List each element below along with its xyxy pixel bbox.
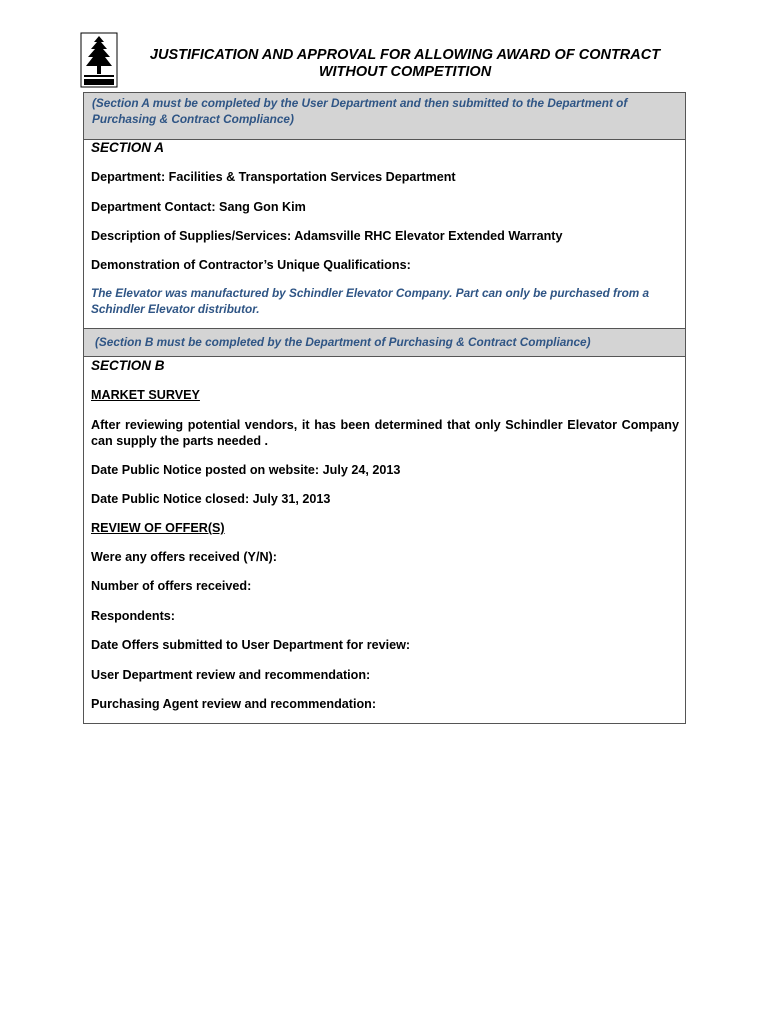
section-b-note-band xyxy=(84,328,685,357)
section-a-note-band xyxy=(84,93,685,140)
justification-form xyxy=(83,92,686,724)
notice-posted-field: Date Public Notice posted on website: July 24, 2013 xyxy=(91,463,401,477)
description-field: Description of Supplies/Services: Adamsville RHC Elevator Extended Warranty xyxy=(91,229,563,243)
notice-closed-field: Date Public Notice closed: July 31, 2013 xyxy=(91,492,331,506)
department-contact-field: Department Contact: Sang Gon Kim xyxy=(91,200,306,214)
county-seal-logo xyxy=(80,32,118,88)
section-b-heading: SECTION B xyxy=(91,358,165,373)
section-b-note: (Section B must be completed by the Department of Purchasing & Contract Compliance) xyxy=(95,335,591,349)
review-of-offers-heading: REVIEW OF OFFER(S) xyxy=(91,521,225,535)
date-offers-submitted-field: Date Offers submitted to User Department for review: xyxy=(91,638,411,652)
number-of-offers-field: Number of offers received: xyxy=(91,579,252,593)
department-field: Department: Facilities & Transportation Services Department xyxy=(91,170,456,184)
purchasing-agent-review-field: Purchasing Agent review and recommendation: xyxy=(91,697,377,711)
qualifications-label: Demonstration of Contractor’s Unique Qualifications: xyxy=(91,258,411,272)
respondents-field: Respondents: xyxy=(91,609,175,623)
title-line-2: WITHOUT COMPETITION xyxy=(318,64,492,80)
market-survey-heading: MARKET SURVEY xyxy=(91,388,200,402)
user-department-review-field: User Department review and recommendation: xyxy=(91,668,371,682)
title-line-1: JUSTIFICATION AND APPROVAL FOR ALLOWING AWARD OF CONTRACT xyxy=(149,47,661,63)
section-a-heading: SECTION A xyxy=(91,140,165,155)
section-a-note: (Section A must be completed by the User Department and then submitted to the Department of Purchasing & Contract Compliance) xyxy=(92,96,628,126)
offers-received-field: Were any offers received (Y/N): xyxy=(91,550,277,564)
qualifications-text: The Elevator was manufactured by Schindler Elevator Company. Part can only be purchased from a Schindler Elevator distributor. xyxy=(91,286,650,316)
fulton-county-tree-seal-icon xyxy=(80,32,118,88)
document-title xyxy=(120,47,690,81)
market-survey-text: After reviewing potential vendors, it has been determined that only Schindler Elevator Company can supply the parts needed . xyxy=(91,418,679,448)
